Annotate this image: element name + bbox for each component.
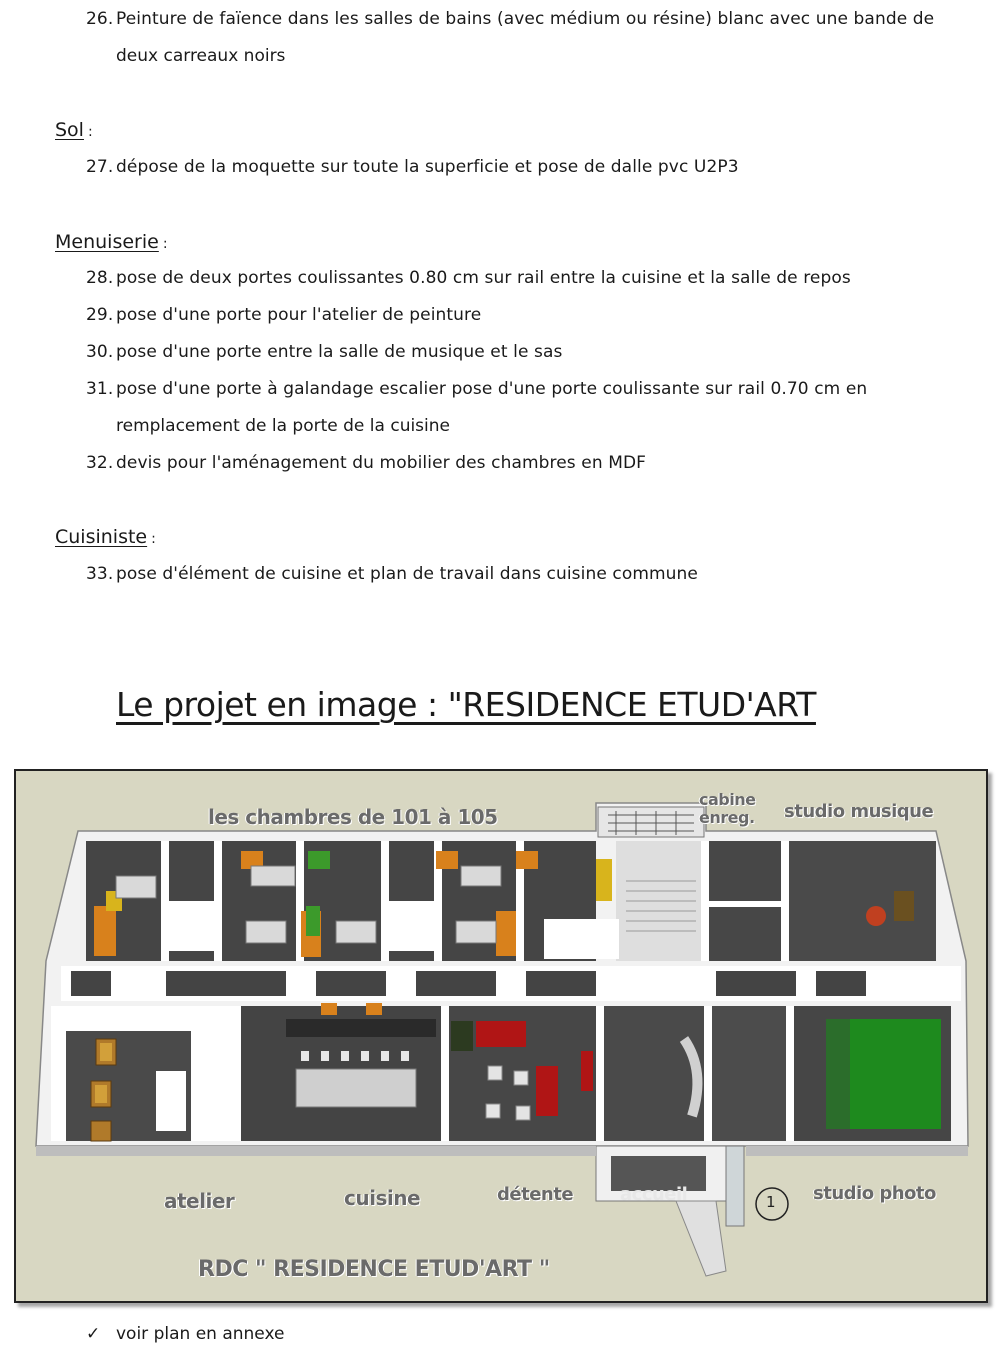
item-text: dépose de la moquette sur toute la superficie et pose de dalle pvc U2P3 [116,157,739,177]
section-heading-cuisiniste [55,525,156,551]
list-item-30 [86,341,562,363]
label-studio-photo: studio photo [813,1183,936,1204]
section-heading-sol [55,118,93,144]
label-atelier: atelier [164,1189,235,1213]
heading-text: Sol [55,119,84,141]
check-icon: ✓ [86,1324,101,1344]
list-item-32 [86,452,646,474]
item-number: 30. [86,342,114,362]
list-item-29 [86,304,481,326]
list-item-31 [86,378,867,400]
item-number: 33. [86,564,114,584]
annex-note [86,1323,284,1345]
label-accueil: accueil [620,1184,688,1205]
heading-text: Cuisiniste [55,526,148,548]
item-number: 26. [86,9,114,29]
floor-plan-drawing [16,771,986,1301]
label-enreg: enreg. [699,808,755,827]
label-cuisine: cuisine [344,1186,421,1210]
item-number: 29. [86,305,114,325]
item-text: pose d'élément de cuisine et plan de travail dans cuisine commune [116,564,698,584]
floor-plan-image [14,769,988,1303]
item-text: pose d'une porte pour l'atelier de peinture [116,305,482,325]
item-continuation: remplacement de la porte de la cuisine [116,416,450,436]
heading-colon: : [87,124,93,140]
list-item-26 [86,8,934,30]
item-text: devis pour l'aménagement du mobilier des chambres en MDF [116,453,647,473]
item-text: Peinture de faïence dans les salles de bains (avec médium ou résine) blanc avec une bande de [116,9,935,29]
item-text: pose de deux portes coulissantes 0.80 cm sur rail entre la cuisine et la salle de repos [116,268,851,288]
list-item-33 [86,563,698,585]
item-continuation: deux carreaux noirs [116,46,286,66]
item-number: 32. [86,453,114,473]
item-number: 28. [86,268,114,288]
heading-text: Menuiserie [55,231,159,253]
label-chambres: les chambres de 101 à 105 [208,805,498,829]
label-studio-musique: studio musique [784,801,934,822]
annex-note-text: voir plan en annexe [116,1324,285,1344]
page-title: Le projet en image : "RESIDENCE ETUD'ART [116,685,816,724]
heading-colon: : [151,531,156,547]
label-rdc: RDC " RESIDENCE ETUD'ART " [198,1257,550,1282]
label-cabine: cabine [699,790,756,809]
list-item-27 [86,156,739,178]
list-item-28 [86,267,851,289]
item-number: 31. [86,379,114,399]
label-detente: détente [497,1184,574,1205]
item-number: 27. [86,157,114,177]
item-text: pose d'une porte à galandage escalier pose d'une porte coulissante sur rail 0.70 cm en [116,379,868,399]
heading-colon: : [162,236,168,252]
label-number: 1 [766,1193,776,1211]
item-text: pose d'une porte entre la salle de musique et le sas [116,342,563,362]
section-heading-menuiserie [55,230,168,256]
